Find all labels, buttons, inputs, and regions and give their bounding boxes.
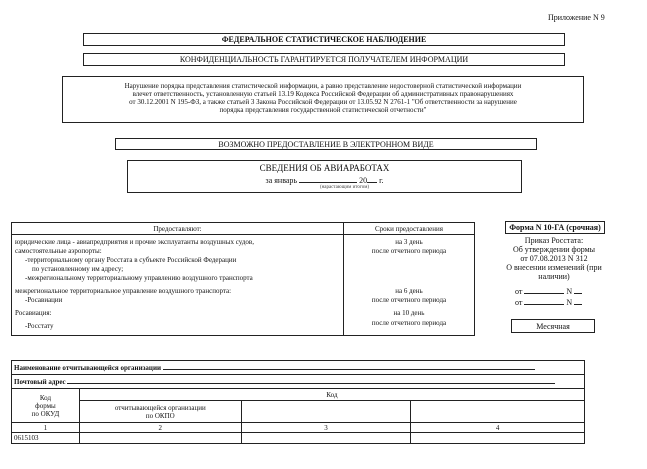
violation-line-2: влечет ответственность, установленную статьей 13.19 Кодекса Российской Федерации об административных правонарушениях: [132, 90, 514, 98]
submission-row: по установленному им адресу;: [32, 265, 124, 273]
change-number-field-2[interactable]: [574, 296, 582, 305]
violation-line-3: от 30.12.2001 N 195-ФЗ, а также статьей 3 Закона Российской Федерации от 13.05.92 N 2761-1 "Об ответственности за нарушение: [129, 98, 517, 106]
change-number-field-1[interactable]: [574, 285, 582, 294]
violation-line-4: порядка представления государственной статистической отчетности": [219, 106, 427, 114]
organization-table: [11, 360, 585, 444]
period-month-field[interactable]: [299, 174, 357, 183]
submission-row: -межрегиональному территориальному управлению воздушного транспорта: [25, 274, 253, 282]
order-info: [488, 236, 620, 281]
code-subheader-empty: [241, 401, 411, 423]
number-label: N: [566, 298, 573, 307]
col-who-header: Предоставляют:: [153, 225, 202, 233]
org-address-row: [12, 375, 585, 389]
submission-row: Росавиация:: [15, 309, 52, 317]
changes-line-1: О внесении изменений (при: [506, 263, 602, 272]
org-address-label: Почтовый адрес: [14, 378, 66, 386]
changes-line-2: наличии): [538, 272, 570, 281]
electronic-submission-banner: ВОЗМОЖНО ПРЕДОСТАВЛЕНИЕ В ЭЛЕКТРОННОМ ВИДЕ: [115, 138, 537, 150]
order-label: Приказ Росстата:: [524, 236, 584, 245]
submission-row: самостоятельные аэропорты:: [15, 247, 102, 255]
submission-row: юридические лица - авиапредприятия и прочие эксплуатанты воздушных судов,: [15, 238, 254, 246]
org-name-cell[interactable]: [12, 361, 585, 375]
submission-deadline: на 3 день: [395, 238, 423, 246]
from-label: от: [515, 298, 523, 307]
submission-header-line: [12, 234, 474, 235]
federal-observation-banner: ФЕДЕРАЛЬНОЕ СТАТИСТИЧЕСКОЕ НАБЛЮДЕНИЕ: [83, 33, 565, 46]
periodicity-box: Месячная: [511, 319, 595, 333]
submission-deadline: на 6 день: [395, 287, 423, 295]
okud-header-line-3: по ОКУД: [31, 409, 60, 418]
okpo-header-line-1: отчитывающейся организации: [114, 403, 206, 412]
okud-header: [12, 389, 80, 423]
okpo-header: [79, 401, 241, 423]
code-subheader-empty: [411, 401, 585, 423]
submission-table: [11, 222, 475, 336]
col-when-header: Сроки предоставления: [375, 225, 443, 233]
report-period: [128, 174, 521, 185]
okud-code-value: 0615103: [12, 433, 80, 444]
column-number: 4: [411, 423, 585, 433]
org-name-row: [12, 361, 585, 375]
org-address-cell[interactable]: [12, 375, 585, 389]
code-values-row: [12, 433, 585, 444]
year-field[interactable]: [367, 174, 377, 183]
code-header-row: [12, 389, 585, 401]
approval-line-1: Об утверждении формы: [512, 245, 596, 254]
org-address-field[interactable]: [67, 377, 555, 384]
year-suffix: г.: [379, 176, 384, 185]
appendix-label: Приложение N 9: [548, 13, 605, 22]
column-number-row: [12, 423, 585, 433]
submission-row: -территориальному органу Росстата в субъекте Российской Федерации: [25, 256, 237, 264]
column-number: 1: [12, 423, 80, 433]
number-label: N: [566, 287, 573, 296]
code-value-4[interactable]: [411, 433, 585, 444]
violation-notice: [62, 76, 584, 123]
submission-deadline: после отчетного периода: [371, 296, 447, 304]
submission-deadline: после отчетного периода: [371, 319, 447, 327]
submission-deadline: на 10 день: [393, 309, 425, 317]
change-date-field-1[interactable]: [524, 285, 564, 294]
org-name-label: Наименование отчитывающейся организации: [14, 364, 162, 372]
from-label: от: [515, 287, 523, 296]
violation-line-1: Нарушение порядка представления статистической информации, а равно представление недостоверной статистической информации: [124, 82, 522, 90]
okud-header-line-2: формы: [35, 401, 56, 410]
confidentiality-banner: КОНФИДЕНЦИАЛЬНОСТЬ ГАРАНТИРУЕТСЯ ПОЛУЧАТЕЛЕМ ИНФОРМАЦИИ: [83, 53, 565, 66]
code-subheader-row: [12, 401, 585, 423]
year-prefix: 20: [359, 176, 368, 185]
submission-row: -Росстату: [25, 322, 54, 330]
code-value-3[interactable]: [241, 433, 411, 444]
submission-row: межрегиональное территориальное управление воздушного транспорта:: [15, 287, 232, 295]
code-header: Код: [79, 389, 584, 401]
report-title-box: [127, 160, 522, 193]
okud-header-line-1: Код: [39, 393, 52, 402]
change-line-2: [515, 296, 582, 307]
org-name-field[interactable]: [163, 363, 535, 370]
period-prefix: за январь: [265, 176, 298, 185]
column-number: 3: [241, 423, 411, 433]
okpo-header-line-2: по ОКПО: [145, 411, 175, 420]
change-line-1: [515, 285, 582, 296]
period-hint: (нарастающим итогом): [319, 185, 370, 190]
report-title: СВЕДЕНИЯ ОБ АВИАРАБОТАХ: [259, 163, 390, 173]
submission-row: -Росавиации: [25, 296, 63, 304]
change-date-field-2[interactable]: [524, 296, 564, 305]
submission-deadline: после отчетного периода: [371, 247, 447, 255]
approval-line-2: от 07.08.2013 N 312: [520, 254, 588, 263]
form-number-box: Форма N 10-ГА (срочная): [505, 221, 605, 234]
column-number: 2: [79, 423, 241, 433]
okpo-code-value[interactable]: [79, 433, 241, 444]
